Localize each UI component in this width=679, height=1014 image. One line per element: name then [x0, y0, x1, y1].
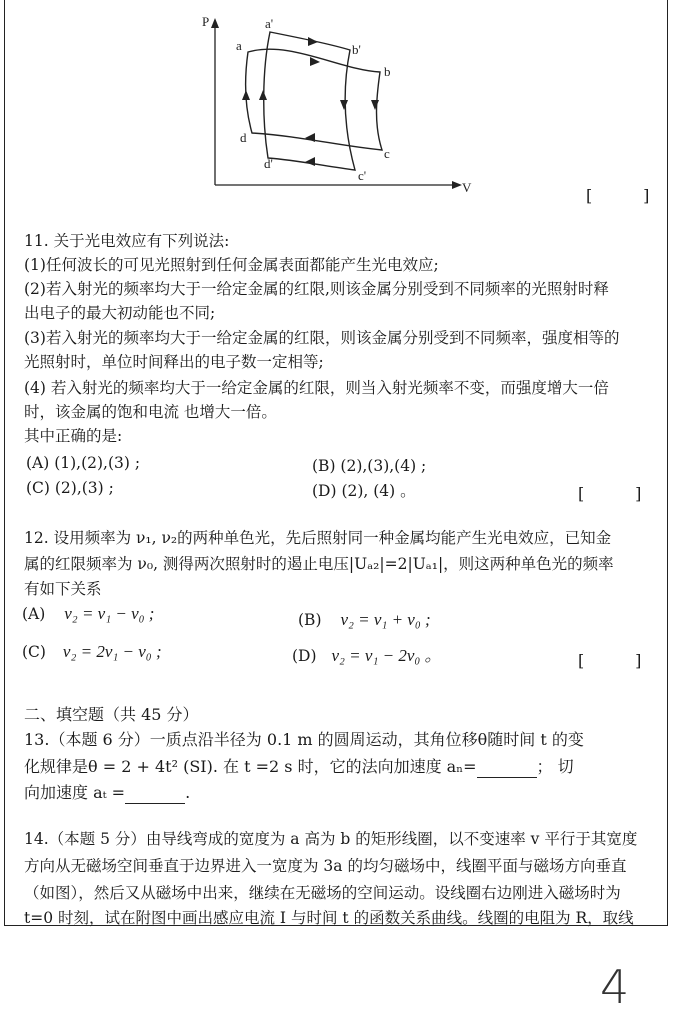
label-b-prime: b' — [352, 42, 361, 57]
q11-statement-3b: 光照射时，单位时间释出的电子数一定相等; — [24, 353, 324, 371]
section-2-title: 二、填空题（共 45 分） — [24, 705, 199, 724]
q12-option-a-label: (A) — [22, 605, 46, 623]
q11-option-d[interactable]: (D) (2), (4) 。 — [312, 482, 416, 500]
q12-option-c-formula: ν₂ = 2ν₁ − ν₀ ; — [62, 642, 162, 661]
label-a: a — [236, 38, 242, 53]
q14-line-2: 方向从无磁场空间垂直于边界进入一宽度为 3a 的均匀磁场中，线圈平面与磁场方向垂直 — [24, 857, 627, 875]
axis-v-label: V — [462, 180, 472, 195]
q12-option-b-label: (B) — [298, 611, 322, 629]
q13-line-3-text: 向加速度 aₜ = — [24, 783, 126, 802]
q10-answer-bracket[interactable]: [ ] — [586, 186, 650, 205]
p-axis-arrow — [211, 18, 219, 28]
q12-option-c-label: (C) — [22, 643, 46, 661]
q12-option-d[interactable] — [292, 646, 442, 666]
q11-statement-1: (1)任何波长的可见光照射到任何金属表面都能产生光电效应; — [24, 256, 439, 274]
page-number: 4 — [600, 960, 630, 1014]
q12-option-b[interactable] — [298, 610, 431, 630]
q11-option-c[interactable]: (C) (2),(3) ; — [26, 479, 114, 497]
q14-line-1: 14.（本题 5 分）由导线弯成的宽度为 a 高为 b 的矩形线圈，以不变速率 v 平行于其宽度 — [24, 830, 638, 848]
arrow-bc — [371, 100, 379, 110]
label-d: d — [240, 130, 247, 145]
q13-line-3-end: . — [185, 783, 191, 802]
q13-line-3 — [24, 783, 190, 804]
q11-statement-3a: (3)若入射光的频率均大于一给定金属的红限，则该金属分别受到不同频率，强度相等的 — [24, 329, 620, 347]
q13-line-2 — [24, 757, 574, 778]
q11-statement-2b: 出电子的最大初动能也不同; — [24, 304, 216, 322]
arrow-b-c-prime — [340, 100, 348, 110]
v-axis-arrow — [452, 181, 462, 189]
label-c-prime: c' — [358, 168, 367, 183]
arrow-c-d-prime — [305, 157, 315, 166]
q11-statement-4b: 时，该金属的饱和电流 也增大一倍。 — [24, 403, 277, 421]
q12-option-a[interactable] — [22, 604, 154, 624]
q14-line-4: t=0 时刻，试在附图中画出感应电流 I 与时间 t 的函数关系曲线。线圈的电阻为 R，取线 — [24, 909, 634, 927]
pv-diagram — [200, 10, 480, 195]
q11-statement-2a: (2)若入射光的频率均大于一给定金属的红限,则该金属分别受到不同频率的光照射时释 — [24, 280, 609, 298]
q13-line-2-end: ； 切 — [536, 757, 574, 776]
q11-option-a[interactable]: (A) (1),(2),(3) ; — [26, 454, 141, 472]
q13-tangential-accel-blank[interactable] — [125, 783, 185, 804]
q11-statement-4a: (4) 若入射光的频率均大于一给定金属的红限，则当入射光频率不变，而强度增大一倍 — [24, 379, 609, 397]
label-d-prime: d' — [264, 156, 273, 171]
label-a-prime: a' — [265, 16, 274, 31]
q11-ask: 其中正确的是: — [24, 427, 123, 445]
q12-line-2: 属的红限频率为 ν₀, 测得两次照射时的遏止电压|Uₐ₂|=2|Uₐ₁|，则这两种单色光的频率 — [24, 555, 614, 573]
q11-answer-bracket[interactable]: [ ] — [578, 484, 642, 503]
q11-option-b[interactable]: (B) (2),(3),(4) ; — [312, 457, 427, 475]
arrow-d-a-prime — [259, 90, 267, 100]
label-c: c — [384, 146, 390, 161]
q12-option-a-formula: ν₂ = ν₁ − ν₀ ; — [64, 604, 155, 623]
q13-line-2-text: 化规律是θ = 2 + 4t² (SI). 在 t =2 s 时，它的法向加速度 aₙ= — [24, 757, 477, 776]
label-b: b — [384, 64, 391, 79]
q12-option-c[interactable] — [22, 642, 162, 662]
q11-stem: 11. 关于光电效应有下列说法: — [24, 232, 230, 250]
q12-line-1: 12. 设用频率为 ν₁, ν₂的两种单色光，先后照射同一种金属均能产生光电效应，已知金 — [24, 529, 612, 547]
arrow-cd — [305, 133, 315, 142]
q13-normal-accel-blank[interactable] — [477, 757, 537, 778]
q13-line-1: 13.（本题 6 分）一质点沿半径为 0.1 m 的圆周运动，其角位移θ随时间 t 的变 — [24, 730, 584, 749]
q12-answer-bracket[interactable]: [ ] — [578, 651, 642, 670]
q12-option-d-label: (D) — [292, 647, 317, 665]
q12-option-b-formula: ν₂ = ν₁ + ν₀ ; — [340, 610, 431, 629]
arrow-a-b-prime — [308, 37, 318, 46]
arrow-da — [242, 90, 250, 100]
q12-option-d-formula: ν₂ = ν₁ − 2ν₀ 。 — [331, 646, 442, 665]
q12-line-3: 有如下关系 — [24, 580, 102, 598]
q14-line-3: （如图），然后又从磁场中出来，继续在无磁场的空间运动。设线圈右边刚进入磁场时为 — [24, 884, 621, 902]
axis-p-label: P — [202, 14, 210, 29]
